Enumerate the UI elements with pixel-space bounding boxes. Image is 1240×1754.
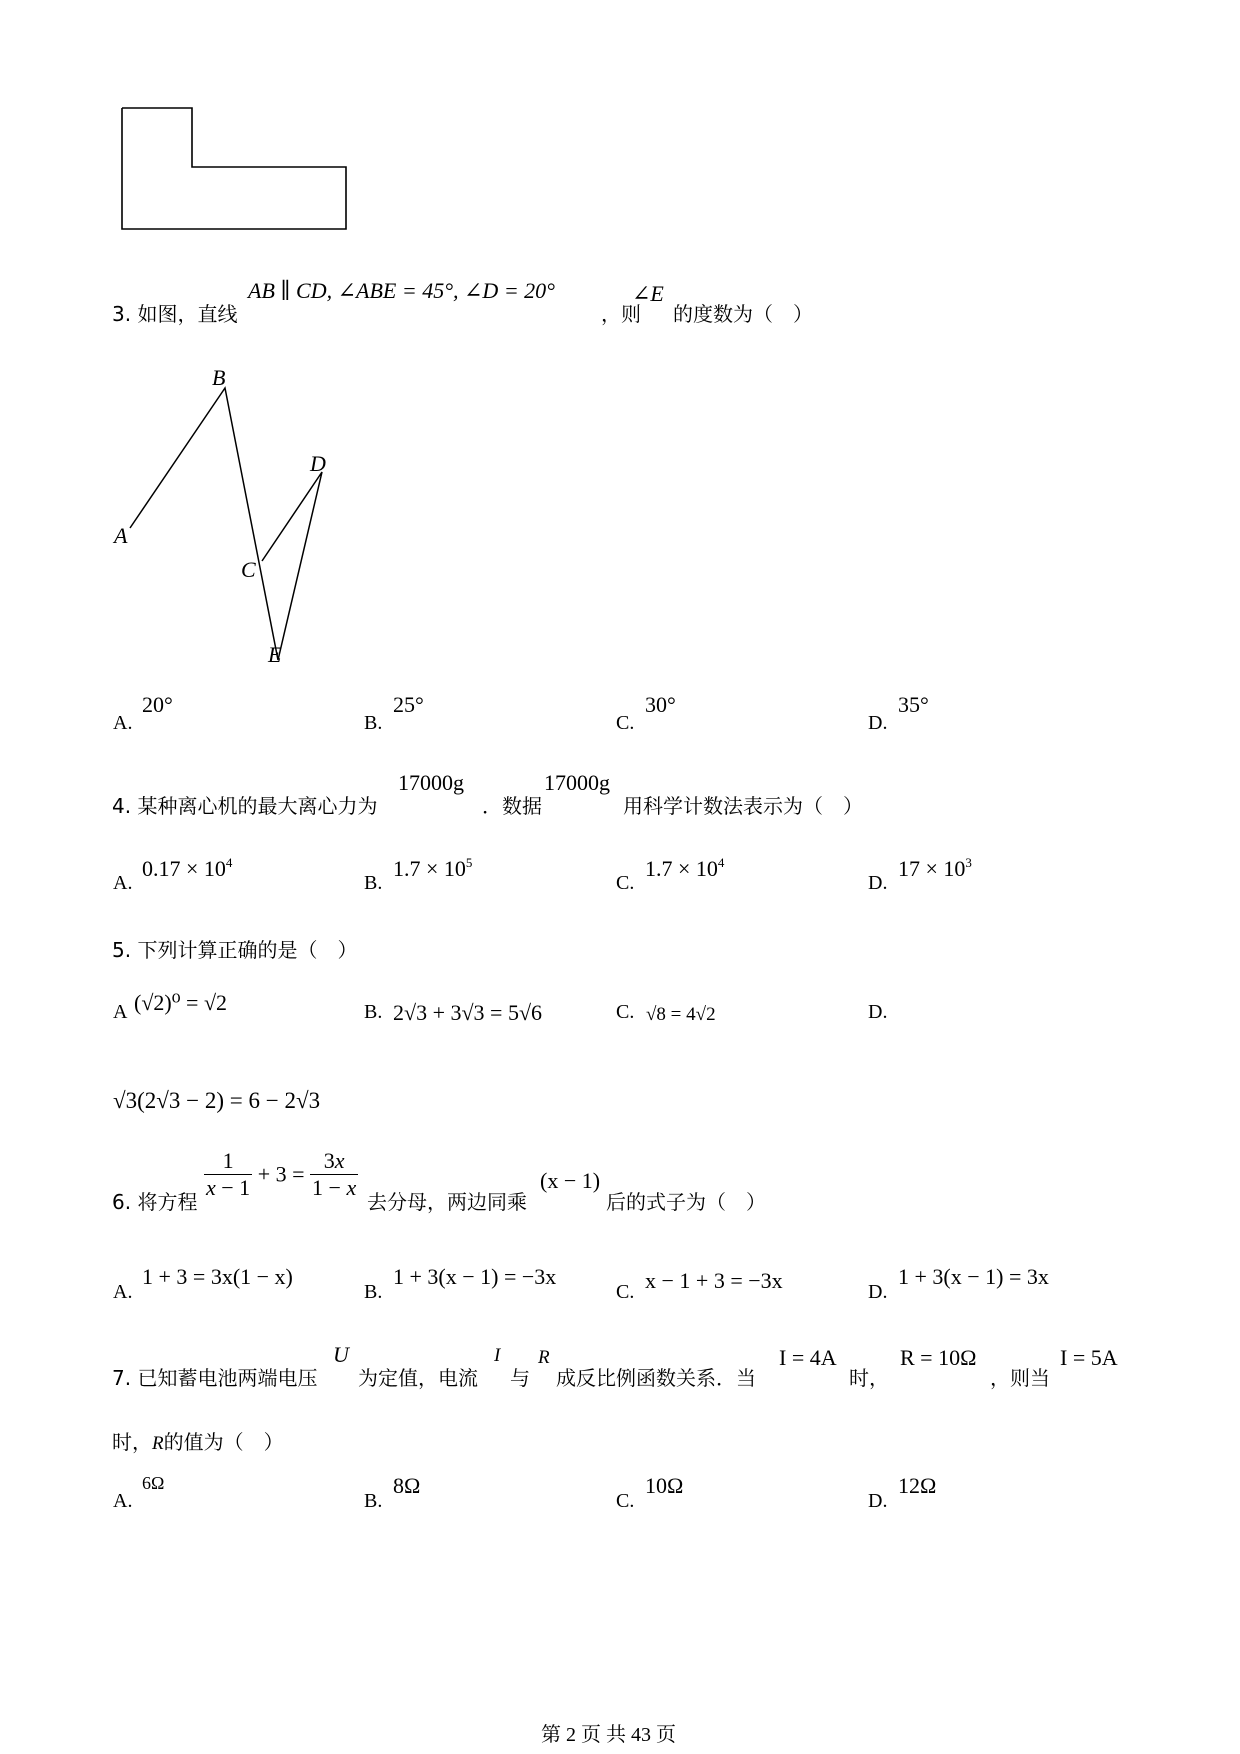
q5-option-b-expr: 2√3 + 3√3 = 5√6: [393, 1000, 543, 1025]
q3-formula: AB ∥ CD, ∠ABE = 45°, ∠D = 20°: [248, 278, 555, 303]
q4-option-d-letter[interactable]: D.: [868, 872, 888, 894]
question-text: 下列计算正确的是（ ）: [137, 938, 358, 962]
q5-option-c-letter[interactable]: C.: [616, 1001, 635, 1023]
label-e: E: [268, 642, 282, 667]
q7-option-a-value: 6Ω: [142, 1473, 165, 1493]
q4-option-a-value: $0.17 \times 10^4$: [142, 855, 233, 881]
q3-text-then: ，则: [601, 302, 641, 326]
q7-text-5: ，则当: [990, 1366, 1050, 1390]
question-number: 7.: [112, 1366, 132, 1390]
q4-option-a-letter[interactable]: A.: [113, 872, 133, 894]
q6-text-tail: 后的式子为（ ）: [606, 1190, 766, 1214]
page-footer: 第 2 页 共 43 页: [541, 1724, 676, 1746]
question-6: [112, 1186, 197, 1215]
question-number: 5.: [112, 938, 132, 962]
q6-text-mid: 去分母，两边同乘: [367, 1190, 527, 1214]
q7-text-1: 为定值，电流: [358, 1366, 478, 1390]
question-5: [112, 934, 357, 963]
q5-option-b-letter[interactable]: B.: [364, 1001, 383, 1023]
q6-option-a-expr: 1 + 3 = 3x(1 − x): [142, 1264, 293, 1289]
q6-equation: $\frac{1}{x - 1}$ + 3 = $\frac{3x}{1 - x}$: [206, 1148, 357, 1200]
q5-option-d-letter[interactable]: D.: [868, 1001, 888, 1023]
q7-option-a-letter[interactable]: A.: [113, 1490, 133, 1512]
q3-option-c-letter[interactable]: C.: [616, 712, 635, 734]
l-shape-figure: [100, 100, 360, 240]
q4-option-d-value: $17 \times 10^3$: [898, 855, 972, 881]
question-4: [112, 790, 377, 819]
question-7: [112, 1362, 317, 1391]
q7-line-2: 时，R的值为（ ）: [112, 1430, 284, 1454]
question-text: 已知蓄电池两端电压: [137, 1366, 318, 1390]
q3-option-d-value: 35°: [898, 692, 929, 717]
q3-option-b-value: 25°: [393, 692, 424, 717]
q5-option-d-expr: √3(2√3 − 2) = 6 − 2√3: [113, 1088, 321, 1113]
q7-cond-1: I = 4A: [779, 1345, 837, 1370]
q7-option-c-value: 10Ω: [645, 1473, 684, 1498]
q7-option-c-letter[interactable]: C.: [616, 1490, 635, 1512]
q7-var-r: R: [538, 1347, 550, 1368]
figure-lines: [130, 388, 322, 660]
q7-option-b-value: 8Ω: [393, 1473, 421, 1498]
q6-option-b-expr: 1 + 3(x − 1) = −3x: [393, 1264, 557, 1289]
q6-option-b-letter[interactable]: B.: [364, 1281, 383, 1303]
question-text: 某种离心机的最大离心力为: [137, 794, 378, 818]
label-b: B: [212, 365, 226, 390]
question-text: 将方程: [137, 1190, 198, 1214]
q4-option-c-value: $1.7 \times 10^4$: [645, 855, 725, 881]
q4-text-tail: 用科学计数法表示为（ ）: [623, 794, 863, 818]
fraction-right: $\frac{3x}{1 - x}$: [312, 1148, 357, 1200]
question-number: 4.: [112, 794, 132, 818]
q5-option-c-expr: √8 = 4√2: [646, 1004, 716, 1025]
q5-option-a-expr: (√2)⁰ = √2: [134, 990, 228, 1015]
question-number: 3.: [112, 302, 132, 326]
q3-option-c-value: 30°: [645, 692, 676, 717]
q6-option-c-letter[interactable]: C.: [616, 1281, 635, 1303]
q7-text-4: 时，: [849, 1366, 889, 1390]
q4-text-data: ．数据: [482, 794, 542, 818]
q3-geometry-figure: [100, 360, 360, 680]
label-a: A: [114, 523, 128, 548]
q6-option-d-expr: 1 + 3(x − 1) = 3x: [898, 1264, 1049, 1289]
q7-text-2: 与: [510, 1366, 530, 1390]
q5-option-a-letter[interactable]: A: [113, 1001, 128, 1023]
q3-option-d-letter[interactable]: D.: [868, 712, 888, 734]
q4-option-b-value: $1.7 \times 10^5$: [393, 855, 473, 881]
label-c: C: [241, 557, 256, 582]
q3-angle-e: ∠E: [632, 281, 664, 306]
q7-cond-3: I = 5A: [1060, 1345, 1118, 1370]
q4-option-b-letter[interactable]: B.: [364, 872, 383, 894]
q7-option-b-letter[interactable]: B.: [364, 1490, 383, 1512]
q3-option-b-letter[interactable]: B.: [364, 712, 383, 734]
q3-option-a-value: 20°: [142, 692, 173, 717]
question-number: 6.: [112, 1190, 132, 1214]
q4-value-1: 17000g: [398, 770, 464, 795]
q3-option-a-letter[interactable]: A.: [113, 712, 133, 734]
q4-option-c-letter[interactable]: C.: [616, 872, 635, 894]
q6-option-d-letter[interactable]: D.: [868, 1281, 888, 1303]
q7-cond-2: R = 10Ω: [900, 1345, 977, 1370]
question-text: 如图，直线: [137, 302, 238, 326]
question-3: [112, 298, 237, 327]
q7-option-d-value: 12Ω: [898, 1473, 937, 1498]
q7-var-i: I: [494, 1345, 501, 1366]
q7-text-3: 成反比例函数关系．当: [556, 1366, 756, 1390]
fraction-left: $\frac{1}{x - 1}$: [206, 1148, 251, 1200]
label-d: D: [310, 451, 326, 476]
q4-value-2: 17000g: [544, 770, 610, 795]
q3-text-tail: 的度数为（ ）: [673, 302, 813, 326]
q6-factor: (x − 1): [540, 1168, 601, 1193]
q7-var-u: U: [333, 1342, 349, 1367]
q6-option-c-expr: x − 1 + 3 = −3x: [645, 1268, 783, 1293]
q6-option-a-letter[interactable]: A.: [113, 1281, 133, 1303]
q7-option-d-letter[interactable]: D.: [868, 1490, 888, 1512]
